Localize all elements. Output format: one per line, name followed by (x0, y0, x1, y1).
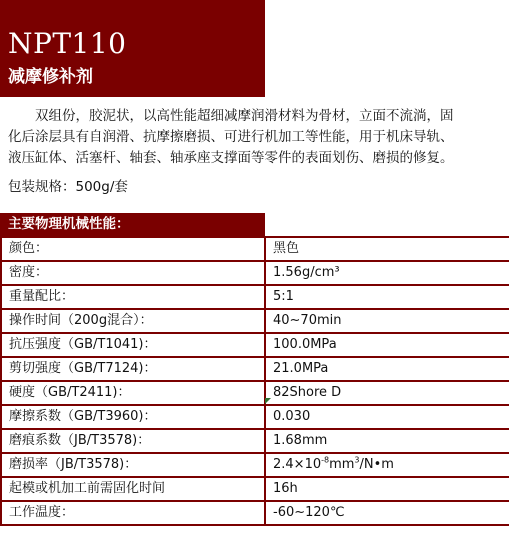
table-row (1, 405, 509, 429)
table-row (1, 285, 509, 309)
property-value: 0.030 (265, 405, 509, 429)
property-label: 操作时间（200g混合）： (1, 309, 265, 333)
property-value: 1.56g/cm³ (265, 261, 509, 285)
property-label: 颜色： (1, 237, 265, 261)
packaging-spec: 包装规格：500g/套 (8, 179, 128, 195)
table-row (1, 429, 509, 453)
property-value: 黑色 (265, 237, 509, 261)
wear-rate-coefficient: 2.4×10 (273, 457, 322, 472)
property-value: 5:1 (265, 285, 509, 309)
description-line: 双组份，胶泥状，以高性能超细减摩润滑材料为骨材，立面不流淌，固 (8, 108, 454, 124)
properties-table (0, 236, 509, 526)
property-value: 21.0MPa (265, 357, 509, 381)
cell-marker-icon (265, 398, 271, 404)
table-row (1, 237, 509, 261)
product-description (8, 106, 502, 169)
wear-rate-exponent: -8 (321, 455, 330, 465)
property-label: 磨痕系数（JB/T3578)： (1, 429, 265, 453)
wear-rate-unit-suffix: /N•m (359, 457, 394, 472)
property-label: 抗压强度（GB/T1041)： (1, 333, 265, 357)
property-label: 磨损率（JB/T3578)： (1, 453, 265, 477)
property-value: 40~70min (265, 309, 509, 333)
table-row (1, 357, 509, 381)
product-name: 减摩修补剂 (8, 67, 93, 87)
property-label: 起模或机加工前需固化时间 (1, 477, 265, 501)
property-label: 硬度（GB/T2411)： (1, 381, 265, 405)
property-value: -60~120℃ (265, 501, 509, 525)
properties-table-title: 主要物理机械性能： (0, 213, 265, 236)
property-label: 摩擦系数（GB/T3960)： (1, 405, 265, 429)
wear-rate-unit: mm (329, 457, 355, 472)
description-line: 化后涂层具有自润滑、抗摩擦磨损、可进行机加工等性能，用于机床导轨、 (8, 129, 454, 145)
property-label: 工作温度： (1, 501, 265, 525)
table-row (1, 501, 509, 525)
property-value: 100.0MPa (265, 333, 509, 357)
description-line: 液压缸体、活塞杆、轴套、轴承座支撑面等零件的表面划伤、磨损的修复。 (8, 150, 454, 166)
property-label: 剪切强度（GB/T7124)： (1, 357, 265, 381)
property-value: 82Shore D (265, 381, 509, 405)
table-row (1, 261, 509, 285)
property-value: 16h (265, 477, 509, 501)
table-row (1, 453, 509, 477)
table-row (1, 381, 509, 405)
product-code: NPT110 (8, 27, 127, 60)
property-label: 重量配比： (1, 285, 265, 309)
property-label: 密度： (1, 261, 265, 285)
property-value-wear-rate (265, 453, 509, 477)
wear-rate-unit-power: 3 (354, 455, 360, 465)
header-banner (0, 0, 265, 97)
table-row (1, 333, 509, 357)
property-value: 1.68mm (265, 429, 509, 453)
table-row (1, 477, 509, 501)
table-row (1, 309, 509, 333)
